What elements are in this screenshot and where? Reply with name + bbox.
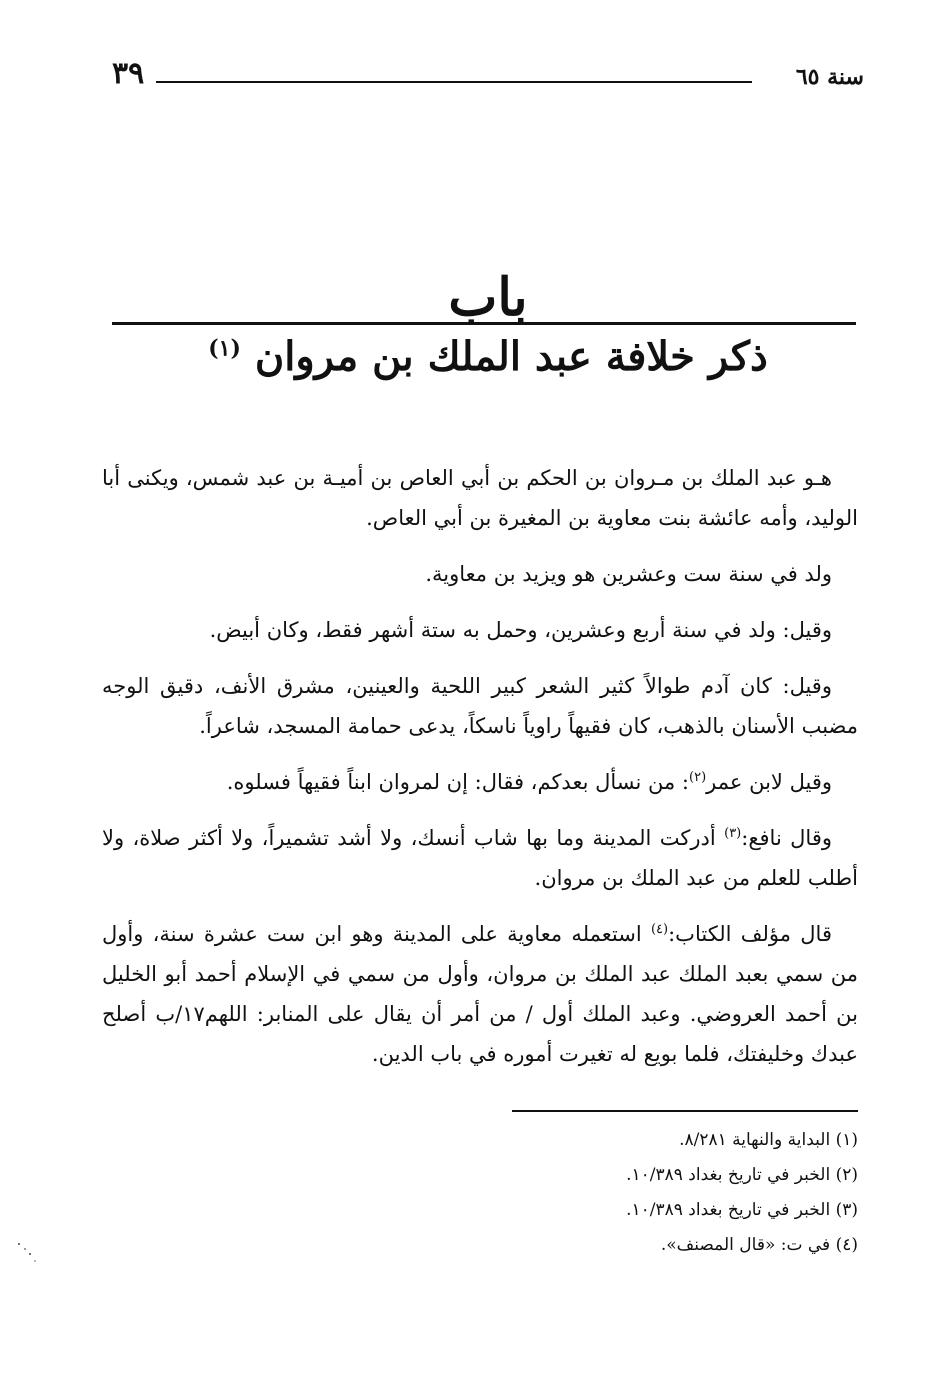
body-text [102,458,858,1090]
paragraph-ibn-umar [102,762,858,802]
paragraph-ibn-umar-part1: وقيل لابن عمر [706,770,832,794]
paragraph-lineage: هـو عبد الملك بن مـروان بن الحكم بن أبي العاص بن أميـة بن عبد شمس، ويكنى أبا الوليد، وأمه عائشة بنت معاوية بن المغيرة بن أبي العاص. [102,466,858,530]
footnote-1: (١) البداية والنهاية ٨/٢٨١. [679,1130,858,1150]
paragraph-author-part2: استعمله معاوية على المدينة وهو ابن ست عشرة سنة، وأول من سمي بعبد الملك عبد الملك بن مروان، وأول من سمي في الإسلام أحمد أبو الخليل بن أحمد العروضي. وعبد الملك أول / من أمر أن يقال على المنابر: اللهم [102,922,858,1026]
footnote-2: (٢) الخبر في تاريخ بغداد ١٠/٣٨٩. [626,1165,858,1185]
footnotes [102,1123,858,1263]
heading-rule [112,322,856,325]
chapter-title-text: ذكر خلافة عبد الملك بن مروان [254,333,768,380]
paragraph-description: وقيل: كان آدم طوالاً كثير الشعر كبير اللحية والعينين، مشرق الأنف، دقيق الوجه مضبب الأسنان بالذهب، كان فقيهاً راوياً ناسكاً، يدعى حمامة المسجد، شاعراً. [102,674,858,738]
chapter-title-footnote-ref: (١) [208,335,241,362]
paragraph-ibn-umar-part2: : من نسأل بعدكم، فقال: إن لمروان ابناً فقيهاً فسلوه. [226,770,690,794]
header-year: سنة ٦٥ [795,64,864,90]
chapter-label: باب [448,267,528,328]
running-header [112,56,864,96]
footnote-ref-3: (٣) [724,826,742,841]
footnote-ref-4: (٤) [650,922,669,937]
paragraph-nafi-part1: وقال نافع: [741,826,833,850]
paragraph-nafi-part2: أدركت المدينة وما بها شاب أنسك، ولا أشد تشميراً، ولا أكثر صلاة، ولا أطلب للعلم من عبد الملك بن مروان. [102,826,858,890]
chapter-title [112,330,864,384]
paragraph-birth: ولد في سنة ست وعشرين هو ويزيد بن معاوية. [425,562,832,586]
footnote-4: (٤) في ت: «قال المصنف». [660,1235,858,1255]
header-rule [156,81,752,83]
page-number: ٣٩ [112,56,145,91]
footnote-3: (٣) الخبر في تاريخ بغداد ١٠/٣٨٩. [626,1200,858,1220]
paragraph-author [102,914,858,1074]
paragraph-author-part3: أصلح عبدك وخليفتك، فلما بويع له تغيرت أموره في باب الدين. [102,1002,858,1066]
footnote-rule [512,1110,858,1112]
footnote-ref-2: (٢) [689,770,707,785]
manuscript-folio-marker: ١٧/ب [155,1002,205,1026]
paragraph-author-part1: قال مؤلف الكتاب: [668,922,832,946]
paragraph-nafi [102,818,858,898]
paragraph-birth-alt: وقيل: ولد في سنة أربع وعشرين، وحمل به ستة أشهر فقط، وكان أبيض. [209,618,832,642]
scan-speck [16,1240,38,1264]
